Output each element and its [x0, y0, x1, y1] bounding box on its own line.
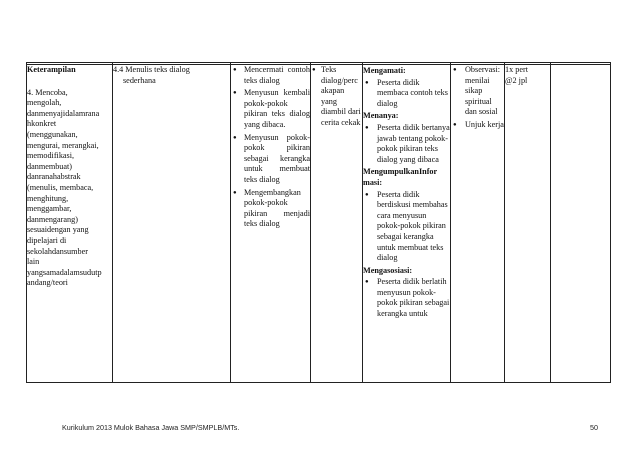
keterampilan-line: (menulis, membaca, [27, 182, 94, 192]
list-item: ● Mencermati contoh teks dialog [231, 65, 310, 86]
kegiatan-cell [231, 65, 311, 383]
keterampilan-line: menggambar, [27, 204, 72, 214]
waktu-line-2: @2 jpl [505, 75, 528, 85]
waktu-cell [505, 65, 551, 383]
keterampilan-heading: Keterampilan [27, 65, 76, 74]
table-row [27, 65, 611, 383]
keterampilan-line: lain [27, 257, 40, 267]
footer-title: Kurikulum 2013 Mulok Bahasa Jawa SMP/SMPLB/MTs. [62, 423, 240, 432]
keterampilan-line: memodifikasi, [27, 151, 75, 161]
keterampilan-line: danmembuat) [27, 161, 73, 171]
list-item: ● Peserta didik berlatih menyusun pokok-pokok pikiran sebagai kerangka untuk [363, 277, 450, 319]
keterampilan-line: menghitung, [27, 193, 69, 203]
keterampilan-line: 4. Mencoba, [27, 87, 68, 97]
materi-line-1: 4.4 Menulis teks dialog [113, 65, 190, 74]
keterampilan-line: danranahabstrak [27, 172, 81, 182]
mengamati-label: Mengamati: [363, 66, 406, 75]
keterampilan-line: danmengarang) [27, 214, 78, 224]
sumber-belajar-cell [551, 65, 611, 383]
keterampilan-line: sekolahdansumber [27, 246, 88, 256]
keterampilan-line: danmenyajidalamrana [27, 108, 100, 118]
penilaian-list [451, 65, 504, 131]
list-item: ● Mengembangkan pokok-pokok pikiran menjadi teks dialog [231, 188, 310, 230]
penilaian-cell [451, 65, 505, 383]
menanya-label: Menanya: [363, 111, 399, 121]
list-item: ● Peserta didik berdiskusi membahas cara menyusun pokok-pokok pikiran sebagai kerangka untuk membuat teks dialog [363, 190, 450, 264]
keterampilan-line: mengolah, [27, 98, 62, 108]
mengumpulkan-list [363, 190, 450, 264]
page-number: 50 [590, 423, 598, 432]
mengamati-list [363, 78, 450, 110]
list-item: ● Peserta didik bertanya jawab tentang pokok-pokok pikiran teks dialog yang dibaca [363, 123, 450, 165]
mengumpulkan-label: MengumpulkanInfor masi: [363, 167, 438, 187]
keterampilan-cell [27, 65, 113, 383]
mengasosiasi-list [363, 277, 450, 319]
menanya-list [363, 123, 450, 165]
mengasosiasi-label: Mengasosiasi: [363, 265, 413, 275]
keterampilan-line: dipelajari di [27, 235, 67, 245]
list-item: ● Unjuk kerja [451, 120, 504, 131]
materi-cell [113, 65, 231, 383]
list-item: ● Observasi: menilai sikap spiritual dan sosial [451, 65, 504, 118]
keterampilan-text [27, 88, 112, 289]
list-item: ● Menyusun pokok-pokok pikiran sebagai kerangka untuk membuat teks dialog [231, 133, 310, 186]
list-item: ● Menyusun kembali pokok-pokok pikiran teks dialog yang dibaca. [231, 88, 310, 130]
materi-line-2: sederhana [123, 75, 156, 85]
sumber-cell [311, 65, 363, 383]
list-item: ● Teks dialog/perc akapan yang diambil dari cerita cekak [311, 65, 362, 129]
keterampilan-line: andang/teori [27, 278, 68, 288]
kegiatan-list [231, 65, 310, 230]
waktu-line-1: 1x pert [505, 65, 528, 74]
list-item: ● Peserta didik membaca contoh teks dialog [363, 78, 450, 110]
syllabus-table [26, 62, 611, 383]
keterampilan-line: mengurai, merangkai, [27, 140, 99, 150]
sumber-list [311, 65, 362, 129]
keterampilan-line: (menggunakan, [27, 129, 78, 139]
keterampilan-line: sesuaidengan yang [27, 225, 89, 235]
keterampilan-line: hkonkret [27, 119, 57, 129]
pembelajaran-cell [363, 65, 451, 383]
keterampilan-line: yangsamadalamsudutp [27, 267, 102, 277]
